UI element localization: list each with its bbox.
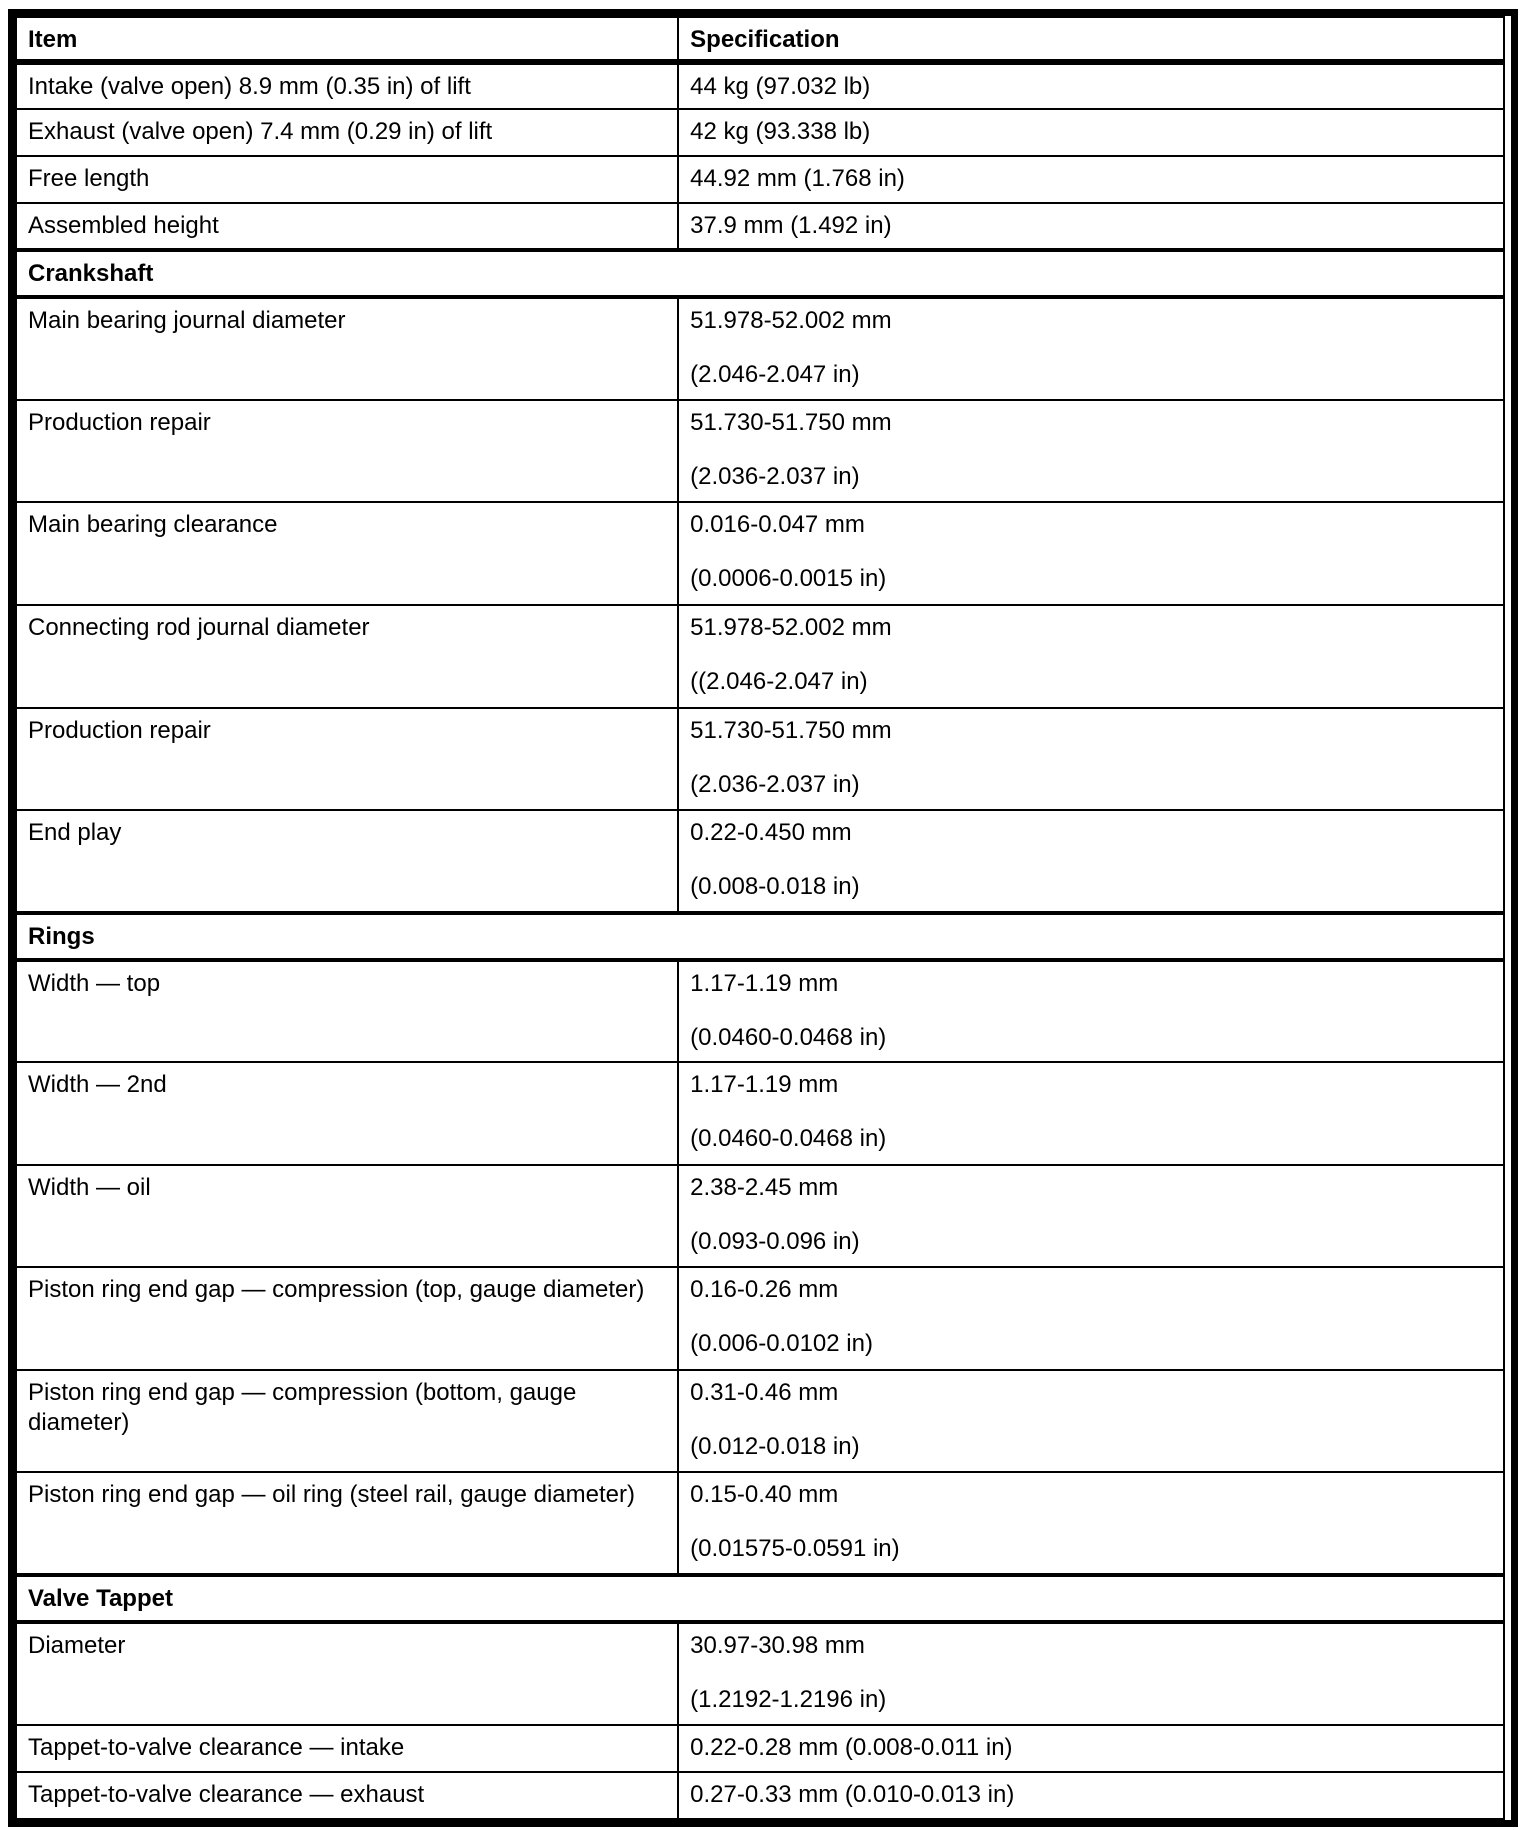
spec-value-imperial: (0.008-0.018 in) — [690, 873, 860, 901]
spec-value-imperial: (0.006-0.0102 in) — [690, 1330, 873, 1358]
spec-value-imperial: (2.036-2.037 in) — [690, 770, 860, 798]
item-cell: Main bearing clearance — [16, 502, 678, 605]
spec-value-imperial: (0.0460-0.0468 in) — [690, 1023, 887, 1051]
spec-value-imperial: ((2.046-2.047 in) — [690, 668, 868, 696]
item-cell: Piston ring end gap — compression (top, gauge diameter) — [16, 1267, 678, 1370]
table-row — [16, 1267, 1504, 1370]
spec-value-metric: 0.16-0.26 mm — [690, 1276, 839, 1304]
item-cell: Free length — [16, 156, 678, 203]
spec-value-imperial: (1.2192-1.2196 in) — [690, 1686, 887, 1714]
spec-cell — [678, 605, 1504, 708]
spec-cell — [678, 1472, 1504, 1575]
spec-cell: 37.9 mm (1.492 in) — [678, 203, 1504, 250]
spec-cell: 44 kg (97.032 lb) — [678, 62, 1504, 109]
specification-table-frame — [8, 9, 1518, 1827]
table-row — [16, 1165, 1504, 1268]
spec-value-metric: 0.22-0.450 mm — [690, 819, 852, 847]
item-cell: End play — [16, 810, 678, 913]
spec-cell — [678, 810, 1504, 913]
column-header-item: Item — [16, 17, 678, 62]
spec-value-metric: 51.978-52.002 mm — [690, 307, 892, 335]
header-row — [16, 17, 1504, 62]
spec-value-metric: 0.31-0.46 mm — [690, 1378, 839, 1406]
section-header: Rings — [16, 913, 1504, 960]
spec-value-metric: 1.17-1.19 mm — [690, 969, 839, 997]
spec-value-imperial: (0.0460-0.0468 in) — [690, 1125, 887, 1153]
table-row — [16, 1472, 1504, 1575]
section-row-valve-tappet — [16, 1575, 1504, 1622]
section-header: Crankshaft — [16, 250, 1504, 297]
spec-cell — [678, 1370, 1504, 1473]
item-cell: Intake (valve open) 8.9 mm (0.35 in) of lift — [16, 62, 678, 109]
item-cell: Piston ring end gap — compression (bottom, gauge diameter) — [16, 1370, 678, 1473]
spec-cell — [678, 400, 1504, 503]
spec-value-metric: 51.730-51.750 mm — [690, 716, 892, 744]
column-header-specification: Specification — [678, 17, 1504, 62]
spec-value-imperial: (0.012-0.018 in) — [690, 1432, 860, 1460]
spec-value-metric: 0.016-0.047 mm — [690, 511, 865, 539]
spec-cell — [678, 960, 1504, 1063]
table-row — [16, 810, 1504, 913]
item-cell: Assembled height — [16, 203, 678, 250]
table-row — [16, 156, 1504, 203]
item-cell: Diameter — [16, 1622, 678, 1725]
item-cell: Width — 2nd — [16, 1062, 678, 1165]
spec-cell: 42 kg (93.338 lb) — [678, 109, 1504, 156]
spec-value-imperial: (0.093-0.096 in) — [690, 1227, 860, 1255]
specification-table — [15, 16, 1505, 1820]
item-cell: Tappet-to-valve clearance — exhaust — [16, 1772, 678, 1819]
spec-cell — [678, 297, 1504, 400]
table-row — [16, 1772, 1504, 1819]
table-row — [16, 502, 1504, 605]
spec-value-metric: 2.38-2.45 mm — [690, 1173, 839, 1201]
table-row — [16, 960, 1504, 1063]
item-cell: Exhaust (valve open) 7.4 mm (0.29 in) of lift — [16, 109, 678, 156]
spec-value-metric: 51.978-52.002 mm — [690, 614, 892, 642]
spec-cell — [678, 1267, 1504, 1370]
spec-cell — [678, 1062, 1504, 1165]
item-cell: Width — oil — [16, 1165, 678, 1268]
spec-cell — [678, 1622, 1504, 1725]
spec-cell — [678, 1165, 1504, 1268]
item-cell: Piston ring end gap — oil ring (steel rail, gauge diameter) — [16, 1472, 678, 1575]
section-row-rings — [16, 913, 1504, 960]
spec-cell — [678, 708, 1504, 811]
spec-value-metric: 51.730-51.750 mm — [690, 408, 892, 436]
table-row — [16, 1370, 1504, 1473]
spec-value-metric: 0.15-0.40 mm — [690, 1481, 839, 1509]
spec-cell: 0.22-0.28 mm (0.008-0.011 in) — [678, 1725, 1504, 1772]
spec-value-imperial: (2.036-2.037 in) — [690, 462, 860, 490]
item-cell: Main bearing journal diameter — [16, 297, 678, 400]
section-header: Valve Tappet — [16, 1575, 1504, 1622]
table-row — [16, 1725, 1504, 1772]
spec-cell: 44.92 mm (1.768 in) — [678, 156, 1504, 203]
spec-cell — [678, 502, 1504, 605]
table-row — [16, 62, 1504, 109]
item-cell: Production repair — [16, 400, 678, 503]
table-row — [16, 109, 1504, 156]
item-cell: Connecting rod journal diameter — [16, 605, 678, 708]
table-row — [16, 1062, 1504, 1165]
spec-value-metric: 30.97-30.98 mm — [690, 1632, 865, 1660]
spec-value-imperial: (0.0006-0.0015 in) — [690, 565, 887, 593]
spec-value-metric: 1.17-1.19 mm — [690, 1071, 839, 1099]
spec-value-imperial: (2.046-2.047 in) — [690, 361, 860, 389]
spec-cell: 0.27-0.33 mm (0.010-0.013 in) — [678, 1772, 1504, 1819]
section-row-crankshaft — [16, 250, 1504, 297]
table-row — [16, 297, 1504, 400]
spec-value-imperial: (0.01575-0.0591 in) — [690, 1535, 900, 1563]
item-cell: Production repair — [16, 708, 678, 811]
table-row — [16, 708, 1504, 811]
table-row — [16, 1622, 1504, 1725]
item-cell: Tappet-to-valve clearance — intake — [16, 1725, 678, 1772]
table-row — [16, 400, 1504, 503]
item-cell: Width — top — [16, 960, 678, 1063]
table-row — [16, 203, 1504, 250]
table-row — [16, 605, 1504, 708]
